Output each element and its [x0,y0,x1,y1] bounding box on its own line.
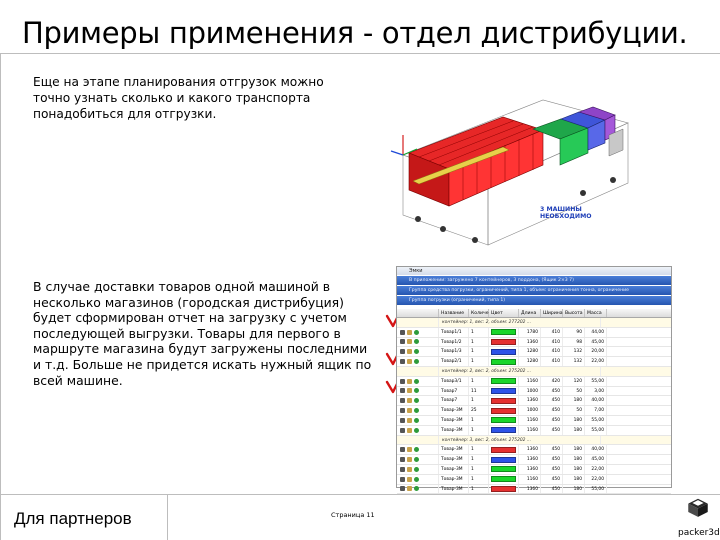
arrow-icon[interactable] [414,379,419,384]
table-row[interactable] [397,338,671,348]
cell-color [489,387,519,396]
group-row-text: контейнер: 2, вес: 2, объем: 275202 ... [439,367,601,376]
lock-icon[interactable] [400,339,405,344]
group-row-text: контейнер: 1, вес: 2, объем: 277202 ... [439,318,601,327]
cell-height: 132 [563,347,585,356]
cell-qty: 25 [469,406,489,415]
row-icons [397,328,439,337]
cell-mass: 55,00 [585,485,607,494]
cell-name: Товар7 [439,387,469,396]
cell-qty: 11 [469,387,489,396]
cell-mass: 7,00 [585,406,607,415]
cell-length: 1780 [519,328,541,337]
header-mass[interactable]: Масса [585,309,607,317]
table-row[interactable] [397,485,671,495]
row-icons [397,406,439,415]
lock-icon[interactable] [400,408,405,413]
cell-length: 1160 [519,426,541,435]
cell-length: 1360 [519,465,541,474]
cell-length: 1160 [519,416,541,425]
cell-mass: 40,00 [585,445,607,454]
cell-qty: 1 [469,357,489,366]
color-swatch [491,476,516,482]
cell-width: 410 [541,328,563,337]
lock-icon[interactable] [400,486,405,491]
cell-mass: 55,00 [585,377,607,386]
color-swatch [491,329,516,335]
cell-width: 450 [541,426,563,435]
cell-height: 50 [563,406,585,415]
lock-icon[interactable] [400,428,405,433]
cell-color [489,445,519,454]
header-width[interactable]: Ширина [543,311,563,316]
lock-icon[interactable] [400,359,405,364]
cell-qty: 1 [469,377,489,386]
cell-length: 1160 [519,377,541,386]
row-icons [397,318,439,327]
cell-color [489,357,519,366]
cell-name: Товар-3М [439,416,469,425]
arrow-icon[interactable] [414,486,419,491]
cell-length: 1280 [519,357,541,366]
color-swatch [491,457,516,463]
cell-width: 450 [541,445,563,454]
box-icon[interactable] [407,359,412,364]
planning-paragraph: Еще на этапе планирования отгрузок можно точно узнать сколько и какого транспорта понадобиться для отгрузки. [33,75,324,122]
table-row[interactable] [397,475,671,485]
arrow-icon[interactable] [414,339,419,344]
box-icon[interactable] [407,486,412,491]
title-divider [0,53,720,54]
cell-color [489,475,519,484]
arrow-icon[interactable] [414,408,419,413]
cell-length: 1360 [519,445,541,454]
cell-width: 450 [541,485,563,494]
color-swatch [491,378,516,384]
cell-length: 1360 [519,396,541,405]
cell-name: Товар-3М [439,445,469,454]
lock-icon[interactable] [400,418,405,423]
cell-name: Товар2/1 [439,357,469,366]
color-swatch [491,417,516,423]
cell-length: 1360 [519,338,541,347]
cell-mass: 40,00 [585,396,607,405]
cell-height: 180 [563,426,585,435]
cell-length: 1000 [519,406,541,415]
table-header [397,309,671,318]
row-icons [397,445,439,454]
truck-load-illustration [383,95,653,245]
cell-qty: 1 [469,485,489,494]
header-length[interactable]: Длина [519,309,541,317]
lock-icon[interactable] [400,457,405,462]
arrow-icon[interactable] [414,359,419,364]
box-icon[interactable] [407,447,412,452]
cell-name: Товар-3М [439,475,469,484]
cell-width: 410 [541,347,563,356]
cell-width: 410 [541,357,563,366]
report-window-title: Эмки [397,267,671,275]
color-swatch [491,447,516,453]
table-row[interactable] [397,455,671,465]
cell-width: 450 [541,396,563,405]
truck-count-label: 3 МАШИНЫ НЕОБХОДИМО [540,206,592,220]
cell-mass: 20,00 [585,347,607,356]
row-icons [397,347,439,356]
cell-height: 180 [563,396,585,405]
box-icon[interactable] [407,398,412,403]
cell-color [489,426,519,435]
color-swatch [491,427,516,433]
row-icons [397,475,439,484]
cell-height: 90 [563,328,585,337]
cell-mass: 22,00 [585,357,607,366]
cell-name: Товар1/1 [439,328,469,337]
table-row[interactable] [397,426,671,436]
cell-length: 1360 [519,455,541,464]
table-row[interactable] [397,406,671,416]
header-height[interactable]: Высота [563,309,585,317]
cell-height: 180 [563,485,585,494]
cell-color [489,406,519,415]
cell-name: Товар1/2 [439,338,469,347]
table-row[interactable] [397,347,671,357]
row-icons [397,485,439,494]
arrow-icon[interactable] [414,467,419,472]
cell-width: 450 [541,406,563,415]
packer3d-logo-icon [676,496,720,528]
cell-height: 180 [563,445,585,454]
arrow-icon[interactable] [414,330,419,335]
cell-qty: 1 [469,396,489,405]
arrow-icon[interactable] [414,457,419,462]
table-row[interactable] [397,416,671,426]
cell-height: 98 [563,338,585,347]
cell-color [489,396,519,405]
cell-color [489,347,519,356]
row-icons [397,465,439,474]
table-row[interactable] [397,445,671,455]
arrow-icon[interactable] [414,477,419,482]
lock-icon[interactable] [400,330,405,335]
load-report-table [396,266,672,492]
cell-width: 420 [541,377,563,386]
table-row[interactable] [397,396,671,406]
cell-height: 180 [563,416,585,425]
table-row[interactable] [397,387,671,397]
arrow-icon[interactable] [414,428,419,433]
box-icon[interactable] [407,418,412,423]
cell-mass: 3,00 [585,387,607,396]
arrow-icon[interactable] [414,418,419,423]
cell-mass: 22,00 [585,475,607,484]
cell-name: Товар7 [439,396,469,405]
cell-width: 450 [541,416,563,425]
row-icons [397,338,439,347]
color-swatch [491,408,516,414]
row-icons [397,387,439,396]
color-swatch [491,339,516,345]
cell-length: 1160 [519,475,541,484]
cell-name: Товар-3М [439,455,469,464]
cell-height: 50 [563,387,585,396]
table-row[interactable] [397,377,671,387]
cell-name: Товар-3М [439,406,469,415]
cell-height: 132 [563,357,585,366]
cell-color [489,328,519,337]
logo-text: packer3d [678,528,720,538]
cell-height: 180 [563,455,585,464]
cell-color [489,338,519,347]
page-number: Страница 11 [331,511,375,519]
cell-width: 450 [541,387,563,396]
cell-length: 1360 [519,485,541,494]
box-icon[interactable] [407,408,412,413]
table-row[interactable] [397,465,671,475]
color-swatch [491,486,516,492]
header-qty[interactable]: Количе [471,311,489,316]
cell-width: 450 [541,455,563,464]
cell-height: 180 [563,465,585,474]
lock-icon[interactable] [400,388,405,393]
row-icons [397,357,439,366]
box-icon[interactable] [407,349,412,354]
cell-color [489,485,519,494]
header-name[interactable]: Название [439,309,469,317]
box-icon[interactable] [407,388,412,393]
cell-qty: 1 [469,465,489,474]
footer-partners-label: Для партнеров [14,509,132,528]
report-group-bar[interactable]: Группа средства погрузки, ограничений, типа 1, объем: ограничения тонна, ограничение [397,286,671,295]
cell-height: 120 [563,377,585,386]
row-icons [397,426,439,435]
left-frame-line [0,54,1,540]
table-group-row[interactable] [397,367,671,377]
cell-qty: 1 [469,426,489,435]
cell-name: Товар1/3 [439,347,469,356]
lock-icon[interactable] [400,398,405,403]
cell-color [489,465,519,474]
arrow-icon[interactable] [414,398,419,403]
cell-name: Товар-3М [439,465,469,474]
color-swatch [491,398,516,404]
cell-qty: 1 [469,338,489,347]
box-icon[interactable] [407,339,412,344]
color-swatch [491,359,516,365]
cell-name: Товар-3М [439,426,469,435]
cell-mass: 45,00 [585,338,607,347]
table-group-row[interactable] [397,318,671,328]
lock-icon[interactable] [400,467,405,472]
cell-qty: 1 [469,328,489,337]
cell-mass: 55,00 [585,426,607,435]
lock-icon[interactable] [400,447,405,452]
cell-name: Товар-3М [439,485,469,494]
table-row[interactable] [397,357,671,367]
cell-mass: 44,00 [585,328,607,337]
color-swatch [491,349,516,355]
color-swatch [491,388,516,394]
box-icon[interactable] [407,428,412,433]
row-icons [397,396,439,405]
box-icon[interactable] [407,379,412,384]
box-icon[interactable] [407,457,412,462]
row-icons [397,455,439,464]
cell-color [489,455,519,464]
row-icons [397,416,439,425]
cell-qty: 1 [469,475,489,484]
distribution-paragraph: В случае доставки товаров одной машиной в несколько магазинов (городская дистрибуция) будет сформирован отчет на загрузку с учетом последующей выгрузки. Товары для первого в маршруте магазина будут загружены последними и т.д. Больше не придется искать нужный ящик по всей машине. [33,279,372,388]
header-icons [397,309,439,317]
arrow-icon[interactable] [414,388,419,393]
cell-mass: 55,00 [585,416,607,425]
lock-icon[interactable] [400,349,405,354]
cell-color [489,416,519,425]
cell-mass: 22,00 [585,465,607,474]
color-swatch [491,466,516,472]
row-icons [397,436,439,445]
header-color[interactable]: Цвет [489,309,519,317]
table-row[interactable] [397,328,671,338]
cell-height: 180 [563,475,585,484]
cell-qty: 1 [469,416,489,425]
cell-length: 1280 [519,347,541,356]
box-icon[interactable] [407,330,412,335]
report-group-bar[interactable]: В приложении: загружено 7 контейнеров, 3 поддонa, (Ящик 2×3 7) [397,276,671,285]
group-row-text: контейнер: 3, вес: 2, объем: 275202 ... [439,436,601,445]
arrow-icon[interactable] [414,447,419,452]
cell-width: 450 [541,465,563,474]
report-group-bar[interactable]: Группа погрузки (ограничений, типа 1) [397,296,671,305]
lock-icon[interactable] [400,477,405,482]
cell-name: Товар3/1 [439,377,469,386]
table-group-row[interactable] [397,436,671,446]
lock-icon[interactable] [400,379,405,384]
box-icon[interactable] [407,467,412,472]
cell-length: 1000 [519,387,541,396]
cell-width: 450 [541,475,563,484]
slide-title: Примеры применения - отдел дистрибуции. [22,16,688,50]
row-icons [397,377,439,386]
cell-qty: 1 [469,445,489,454]
box-icon[interactable] [407,477,412,482]
cell-width: 410 [541,338,563,347]
cell-mass: 45,00 [585,455,607,464]
cell-qty: 1 [469,455,489,464]
cell-color [489,377,519,386]
row-icons [397,367,439,376]
cell-qty: 1 [469,347,489,356]
arrow-icon[interactable] [414,349,419,354]
